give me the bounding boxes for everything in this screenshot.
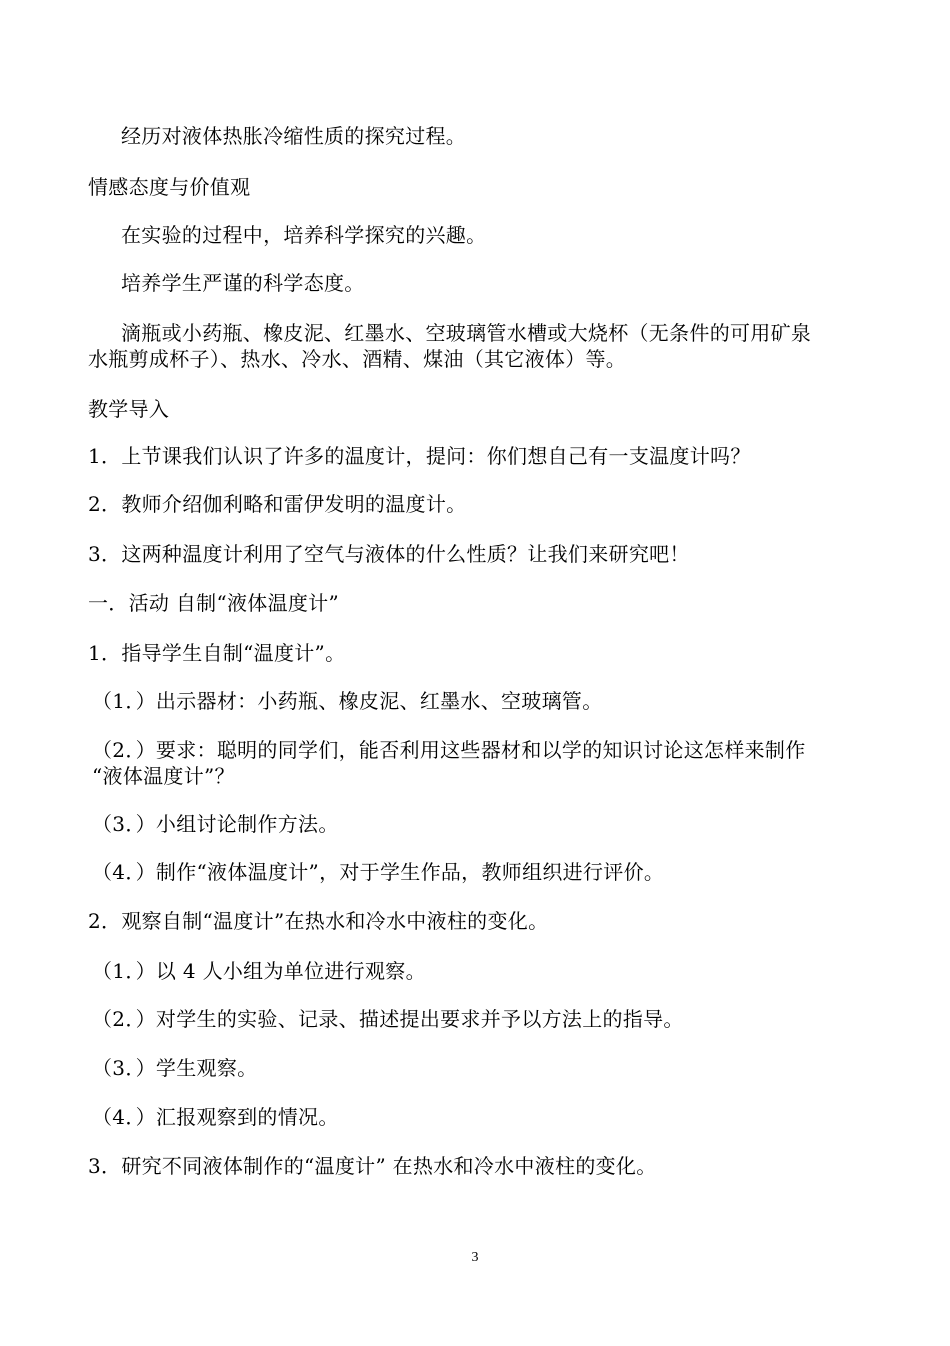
activity-step-1: 1．指导学生自制“温度计”。	[88, 641, 346, 665]
activity-step-1-2-line1: （2．）要求：聪明的同学们，能否利用这些器材和以学的知识讨论这怎样来制作	[92, 738, 806, 762]
page-number: 3	[471, 1250, 479, 1265]
heading-emotion-values: 情感态度与价值观	[88, 175, 251, 199]
activity-step-2-2: （2．）对学生的实验、记录、描述提出要求并予以方法上的指导。	[92, 1007, 684, 1031]
activity-step-1-1: （1．）出示器材：小药瓶、橡皮泥、红墨水、空玻璃管。	[92, 689, 603, 713]
paragraph-materials-line2: 水瓶剪成杯子）、热水、冷水、酒精、煤油（其它液体）等。	[88, 347, 627, 371]
paragraph-process: 经历对液体热胀冷缩性质的探究过程。	[121, 124, 467, 148]
paragraph-materials-line1: 滴瓶或小药瓶、橡皮泥、红墨水、空玻璃管水槽或大烧杯（无条件的可用矿泉	[121, 321, 812, 345]
intro-item-1: 1．上节课我们认识了许多的温度计，提问：你们想自己有一支温度计吗？	[88, 444, 751, 468]
intro-item-3: 3．这两种温度计利用了空气与液体的什么性质？让我们来研究吧！	[88, 542, 690, 566]
intro-item-2: 2．教师介绍伽利略和雷伊发明的温度计。	[88, 492, 467, 516]
paragraph-interest: 在实验的过程中，培养科学探究的兴趣。	[121, 223, 487, 247]
activity-step-2-3: （3．）学生观察。	[92, 1056, 258, 1080]
heading-activity: 一．活动 自制“液体温度计”	[88, 591, 340, 615]
activity-step-1-3: （3．）小组讨论制作方法。	[92, 812, 339, 836]
activity-step-2-4: （4．）汇报观察到的情况。	[92, 1105, 339, 1129]
activity-step-2: 2．观察自制“温度计”在热水和冷水中液柱的变化。	[88, 909, 549, 933]
paragraph-attitude: 培养学生严谨的科学态度。	[121, 271, 365, 295]
activity-step-2-1: （1．）以 4 人小组为单位进行观察。	[92, 959, 426, 983]
heading-teaching-intro: 教学导入	[88, 397, 170, 421]
activity-step-1-4: （4．）制作“液体温度计”，对于学生作品，教师组织进行评价。	[92, 860, 665, 884]
activity-step-1-2-line2: “液体温度计”？	[92, 764, 235, 788]
activity-step-3: 3．研究不同液体制作的“温度计” 在热水和冷水中液柱的变化。	[88, 1154, 657, 1178]
